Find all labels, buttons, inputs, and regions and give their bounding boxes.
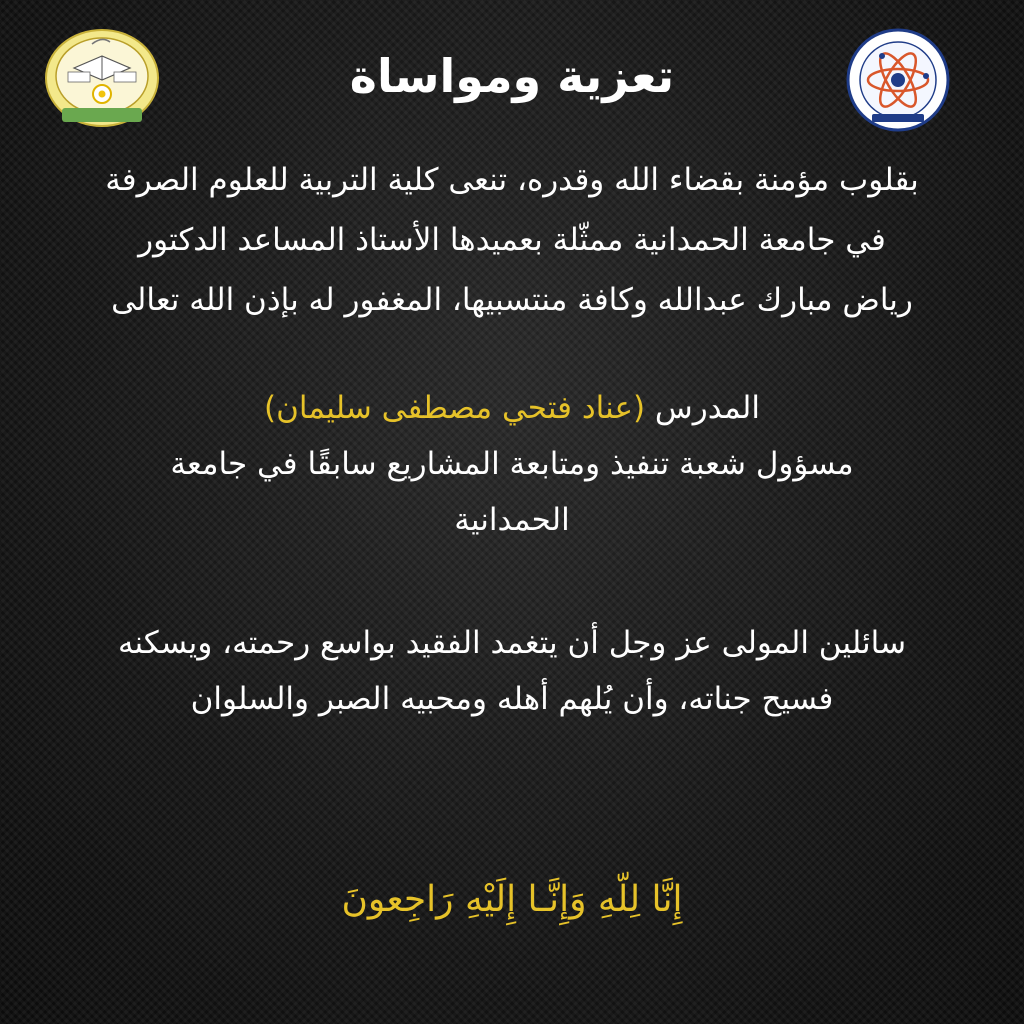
deceased-role-line: مسؤول شعبة تنفيذ ومتابعة المشاريع سابقًا في جامعة <box>170 446 854 482</box>
deceased-title-line <box>0 380 1024 436</box>
intro-paragraph <box>0 150 1024 330</box>
deceased-name: (عناد فتحي مصطفى سليمان) <box>264 390 646 426</box>
intro-line: في جامعة الحمدانية ممثّلة بعميدها الأستاذ المساعد الدكتور <box>138 222 886 258</box>
deceased-role-line: الحمدانية <box>454 502 570 538</box>
prayer-line: فسيح جناته، وأن يُلهم أهله ومحبيه الصبر والسلوان <box>190 681 834 717</box>
quran-verse: إِنَّا لِلّهِ وَإِنَّـا إِلَيْهِ رَاجِعونَ <box>341 879 683 920</box>
deceased-prefix: المدرس <box>654 390 760 426</box>
deceased-info <box>0 380 1024 548</box>
intro-line: رياض مبارك عبدالله وكافة منتسبيها، المغفور له بإذن الله تعالى <box>111 282 913 318</box>
prayer-line: سائلين المولى عز وجل أن يتغمد الفقيد بواسع رحمته، ويسكنه <box>117 625 907 661</box>
page-title: تعزية ومواساة <box>349 49 675 103</box>
prayer-paragraph <box>0 615 1024 727</box>
intro-line: بقلوب مؤمنة بقضاء الله وقدره، تنعى كلية التربية للعلوم الصرفة <box>105 162 919 198</box>
